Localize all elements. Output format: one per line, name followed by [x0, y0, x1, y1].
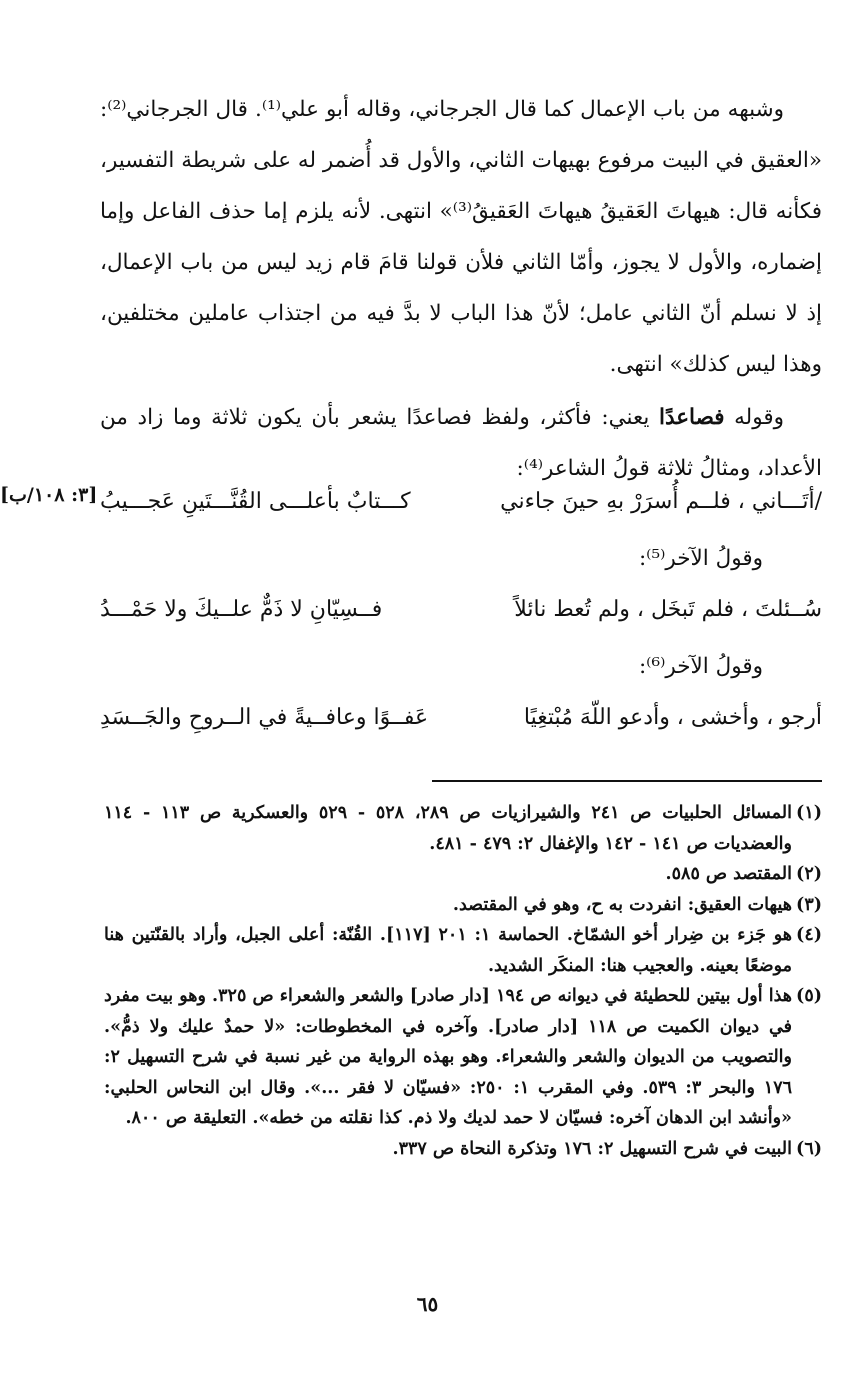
footnote-number: (٢) [796, 864, 822, 884]
verse-2-intro: وقولُ الآخر⁽⁵⁾: [638, 546, 763, 571]
manuscript-page-ref: [٣: ١٠٨/ب] [0, 484, 98, 506]
para2-keyword: فصاعدًا [658, 405, 725, 430]
footnote-text: المسائل الحلبيات ص ٢٤١ والشيرازيات ص ٢٨٩، ٥٢٨ - ٥٢٩ والعسكرية ص ١١٣ - ١١٤ والعضديات ص ١٤١ - ١٤٢ والإغفال ٢: ٤٧٩ - ٤٨١. [104, 803, 792, 854]
footnote-3 [104, 890, 822, 921]
verse-1 [100, 480, 822, 524]
verse-2 [100, 588, 822, 632]
page-number: ٦٥ [416, 1292, 439, 1316]
verse-3-second-hemistich: عَفــوًا وعافــيةً في الــروحِ والجَــسَدِ [100, 705, 429, 730]
footnote-text: البيت في شرح التسهيل ٢: ١٧٦ وتذكرة النحاة ص ٣٣٧. [392, 1138, 792, 1159]
footnote-separator [432, 780, 822, 782]
footnote-number: (٤) [796, 925, 822, 945]
verse-1-second-hemistich: كـــتابٌ بأعلـــى القُنَّـــتَينِ عَجـــيبُ [100, 489, 411, 514]
footnote-6 [104, 1134, 822, 1165]
verse-1-first-hemistich: /أتَـــاني ، فلــم أُسرَرْ بهِ حينَ جاءني [500, 489, 822, 514]
footnote-number: (٣) [796, 894, 822, 915]
footnote-number: (٦) [796, 1138, 822, 1159]
verse-3-intro: وقولُ الآخر⁽⁶⁾: [638, 654, 763, 679]
para2-before: وقوله [734, 405, 785, 430]
para2-after: يعني: فأكثر، ولفظ فصاعدًا يشعر بأن يكون ثلاثة وما زاد من الأعداد، ومثالُ ثلاثة قولُ الشاعر⁽⁴⁾: [100, 405, 822, 481]
footnote-1 [104, 798, 822, 859]
footnote-number: (٥) [796, 986, 822, 1006]
paragraph-1: وشبهه من باب الإعمال كما قال الجرجاني، وقاله أبو علي⁽¹⁾. قال الجرجاني⁽²⁾: «العقيق في البيت مرفوع بهيهات الثاني، والأول قد أُضمر له على شريطة التفسير، فكأنه قال: هيهاتَ العَقيقُ هيهاتَ العَقيقُ⁽³⁾» انتهى. لأنه يلزم إما حذف الفاعل وإما إضماره، والأول لا يجوز، وأمّا الثاني فلأن قولنا قامَ قام زيد ليس من باب الإعمال، إذ لا نسلم أنّ الثاني عامل؛ لأنّ هذا الباب لا بدَّ فيه من اجتذاب عاملين مختلفين، وهذا ليس كذلك» انتهى. [100, 97, 822, 377]
verse-3-first-hemistich: أرجو ، وأخشى ، وأدعو اللّهَ مُبْتغِيًا [523, 705, 822, 730]
footnote-text: هو جَزء بن ضِرار أخو الشمّاخ. الحماسة ١: ٢٠١ [١١٧]. القُنّة: أعلى الجبل، وأراد بالقنّتين هنا موضعًا بعينه. والعجيب هنا: المنكَر الشديد. [104, 925, 792, 976]
footnotes [104, 798, 822, 1164]
paragraph-2 [100, 392, 822, 494]
footnote-2 [104, 859, 822, 890]
footnote-text: هيهات العقيق: انفردت به ح، وهو في المقتصد. [452, 894, 792, 915]
footnote-4 [104, 920, 822, 981]
footnote-text: هذا أول بيتين للحطيئة في ديوانه ص ١٩٤ [دار صادر] والشعر والشعراء ص ٣٢٥. وهو بيت مفرد في ديوان الكميت ص ١١٨ [دار صادر]. وآخره في المخطوطات: «لا حمدٌ عليك ولا ذمُّ». والتصويب من الديوان والشعر والشعراء. وهو بهذه الرواية من غير نسبة في شرح التسهيل ٢: ١٧٦ والبحر ٣: ٥٣٩. وفي المقرب ١: ٢٥٠: «فسيّان لا فقر ...». وقال ابن النحاس الحلبي: «وأنشد ابن الدهان آخره: فسيّان لا حمد لديك ولا ذم. كذا نقلته من خطه». التعليقة ص ٨٠٠. [104, 986, 792, 1128]
footnote-number: (١) [796, 803, 822, 823]
footnote-5 [104, 981, 822, 1134]
verse-2-second-hemistich: فــسِيّانِ لا ذَمٌّ علــيكَ ولا حَمْـــدُ [100, 597, 383, 622]
footnote-text: المقتصد ص ٥٨٥. [665, 864, 792, 884]
verse-2-first-hemistich: سُــئلتَ ، فلم تَبخَل ، ولم تُعط نائلاً [514, 597, 822, 622]
verse-3 [100, 696, 822, 740]
main-text [100, 84, 822, 494]
